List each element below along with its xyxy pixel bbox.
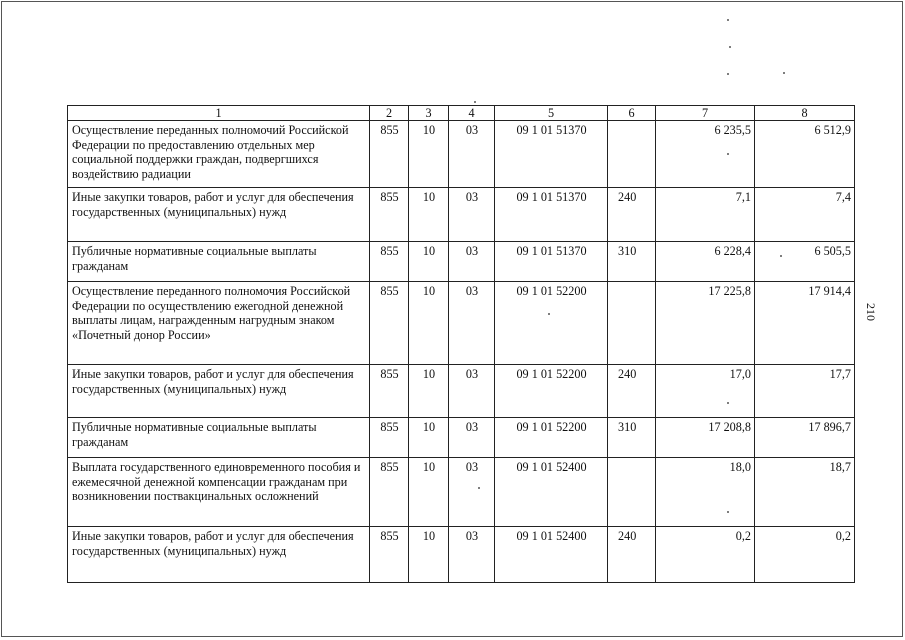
row-amount-year2: 7,4 [755, 188, 855, 242]
row-subsection-code: 03 [449, 242, 495, 282]
table-row [68, 458, 855, 527]
row-amount-year1: 7,1 [656, 188, 755, 242]
row-subsection-code: 03 [449, 188, 495, 242]
row-target-article: 09 1 01 51370 [495, 121, 608, 188]
row-expense-type [608, 121, 656, 188]
row-expense-type: 310 [608, 242, 656, 282]
column-header: 5 [495, 106, 608, 121]
row-target-article: 09 1 01 52400 [495, 458, 608, 527]
row-amount-year1: 6 228,4 [656, 242, 755, 282]
row-amount-year2: 6 505,5 [755, 242, 855, 282]
scan-speck [783, 72, 785, 74]
row-amount-year1: 0,2 [656, 527, 755, 583]
scan-speck [729, 46, 731, 48]
row-amount-year1: 17 208,8 [656, 418, 755, 458]
row-expense-type [608, 458, 656, 527]
scan-speck [727, 19, 729, 21]
table-row [68, 418, 855, 458]
row-subsection-code: 03 [449, 458, 495, 527]
row-subsection-code: 03 [449, 527, 495, 583]
row-section-code: 10 [409, 242, 449, 282]
row-subsection-code: 03 [449, 121, 495, 188]
row-expense-type [608, 282, 656, 365]
row-expense-type: 240 [608, 188, 656, 242]
table-row [68, 527, 855, 583]
row-target-article: 09 1 01 52200 [495, 282, 608, 365]
row-amount-year2: 18,7 [755, 458, 855, 527]
row-expense-type: 310 [608, 418, 656, 458]
row-amount-year1: 17,0 [656, 365, 755, 418]
row-grbs-code: 855 [370, 242, 409, 282]
row-name: Осуществление переданного полномочия Российской Федерации по осуществлению ежегодной денежной выплаты лицам, награжденным нагрудным знаком «Почетный донор России» [68, 282, 370, 365]
row-amount-year2: 6 512,9 [755, 121, 855, 188]
row-name: Иные закупки товаров, работ и услуг для обеспечения государственных (муниципальных) нужд [68, 365, 370, 418]
row-subsection-code: 03 [449, 418, 495, 458]
table-header-row [68, 106, 855, 121]
row-name: Публичные нормативные социальные выплаты гражданам [68, 242, 370, 282]
row-section-code: 10 [409, 121, 449, 188]
row-target-article: 09 1 01 52200 [495, 365, 608, 418]
column-header: 8 [755, 106, 855, 121]
row-name: Иные закупки товаров, работ и услуг для обеспечения государственных (муниципальных) нужд [68, 527, 370, 583]
row-section-code: 10 [409, 458, 449, 527]
table-row [68, 365, 855, 418]
row-name: Иные закупки товаров, работ и услуг для обеспечения государственных (муниципальных) нужд [68, 188, 370, 242]
row-target-article: 09 1 01 52200 [495, 418, 608, 458]
row-grbs-code: 855 [370, 188, 409, 242]
row-target-article: 09 1 01 51370 [495, 188, 608, 242]
row-subsection-code: 03 [449, 365, 495, 418]
row-section-code: 10 [409, 188, 449, 242]
row-amount-year2: 17 914,4 [755, 282, 855, 365]
row-section-code: 10 [409, 365, 449, 418]
table-row [68, 121, 855, 188]
column-header: 4 [449, 106, 495, 121]
row-section-code: 10 [409, 418, 449, 458]
row-section-code: 10 [409, 282, 449, 365]
row-amount-year2: 0,2 [755, 527, 855, 583]
row-target-article: 09 1 01 51370 [495, 242, 608, 282]
table-row [68, 188, 855, 242]
row-expense-type: 240 [608, 527, 656, 583]
row-name: Выплата государственного единовременного пособия и ежемесячной денежной компенсации гражданам при возникновении поствакцинальных осложнений [68, 458, 370, 527]
scan-speck [727, 73, 729, 75]
row-grbs-code: 855 [370, 365, 409, 418]
row-target-article: 09 1 01 52400 [495, 527, 608, 583]
row-grbs-code: 855 [370, 282, 409, 365]
column-header: 6 [608, 106, 656, 121]
row-amount-year2: 17 896,7 [755, 418, 855, 458]
row-amount-year2: 17,7 [755, 365, 855, 418]
scan-speck [474, 101, 476, 103]
row-name: Осуществление переданных полномочий Российской Федерации по предоставлению отдельных мер социальной поддержки граждан, подвергшихся воздействию радиации [68, 121, 370, 188]
row-grbs-code: 855 [370, 418, 409, 458]
row-name: Публичные нормативные социальные выплаты гражданам [68, 418, 370, 458]
row-subsection-code: 03 [449, 282, 495, 365]
column-header: 7 [656, 106, 755, 121]
table-row [68, 242, 855, 282]
row-amount-year1: 17 225,8 [656, 282, 755, 365]
row-grbs-code: 855 [370, 527, 409, 583]
row-amount-year1: 6 235,5 [656, 121, 755, 188]
row-grbs-code: 855 [370, 458, 409, 527]
page-number: 210 [864, 303, 878, 321]
row-expense-type: 240 [608, 365, 656, 418]
column-header: 2 [370, 106, 409, 121]
budget-table [67, 105, 855, 583]
row-section-code: 10 [409, 527, 449, 583]
column-header: 3 [409, 106, 449, 121]
table-row [68, 282, 855, 365]
row-grbs-code: 855 [370, 121, 409, 188]
column-header: 1 [68, 106, 370, 121]
row-amount-year1: 18,0 [656, 458, 755, 527]
